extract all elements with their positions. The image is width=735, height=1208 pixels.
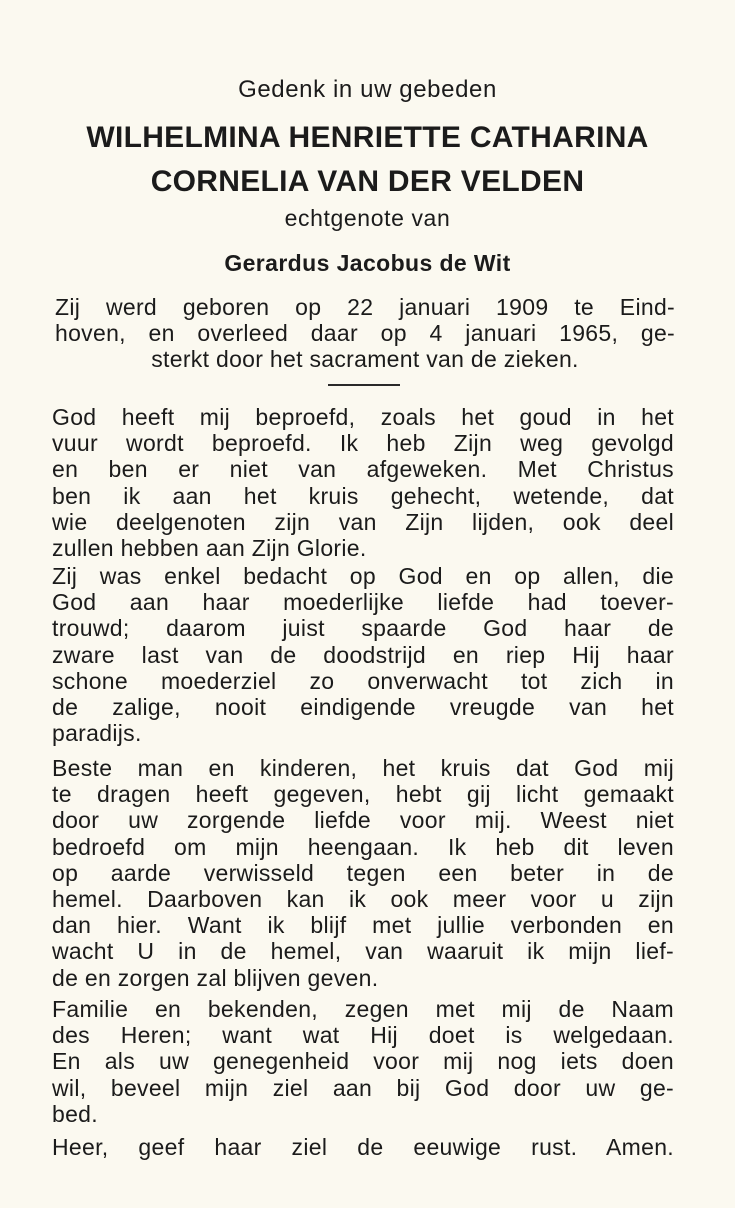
deceased-name-line-2: CORNELIA VAN DER VELDEN — [150, 165, 585, 198]
text-line: des Heren; want wat Hij doet is welgedaan. — [52, 1022, 674, 1049]
text-line: Beste man en kinderen, het kruis dat God mij — [52, 755, 674, 781]
text-line: op aarde verwisseld tegen een beter in de — [52, 859, 674, 886]
text-line: ben ik aan het kruis gehecht, wetende, dat — [52, 482, 674, 509]
text-line: hemel. Daarboven kan ik ook meer voor u zijn — [52, 886, 674, 913]
text-line: zware last van de doodstrijd en riep Hij haar — [52, 641, 674, 668]
text-line: God heeft mij beproefd, zoals het goud in het — [52, 404, 674, 430]
paragraph-1 — [52, 404, 674, 561]
intro-text: Gedenk in uw gebeden — [238, 76, 497, 103]
text-line: te dragen heeft gegeven, hebt gij licht gemaakt — [52, 781, 674, 808]
text-line: de zalige, nooit eindigende vreugde van het — [52, 694, 674, 721]
text-line: dan hier. Want ik blijf met jullie verbonden en — [52, 912, 674, 939]
text-line: bedroefd om mijn heengaan. Ik heb dit leven — [52, 833, 674, 860]
text-line: En als uw genegenheid voor mij nog iets doen — [52, 1048, 674, 1075]
text-line: paradijs. — [52, 720, 142, 747]
text-line: bed. — [52, 1100, 98, 1127]
bio-line: hoven, en overleed daar op 4 januari 1965, ge- — [55, 320, 675, 346]
paragraph-2 — [52, 563, 674, 746]
text-line: wacht U in de hemel, van waaruit ik mijn lief- — [52, 938, 674, 965]
paragraph-3 — [52, 755, 674, 991]
text-line: wie deelgenoten zijn van Zijn lijden, ook deel — [52, 508, 674, 535]
spouse-name: Gerardus Jacobus de Wit — [224, 250, 511, 276]
text-line: schone moederziel zo onverwacht tot zich in — [52, 667, 674, 694]
biography-block — [55, 294, 675, 372]
closing-prayer — [52, 1134, 674, 1160]
text-line: Familie en bekenden, zegen met mij de Naam — [52, 996, 674, 1022]
text-line: wil, beveel mijn ziel aan bij God door uw ge- — [52, 1074, 674, 1101]
spouse-label: echtgenote van — [284, 205, 451, 231]
text-line: Heer, geef haar ziel de eeuwige rust. Amen. — [52, 1134, 674, 1160]
paragraph-4 — [52, 996, 674, 1127]
divider-line — [328, 384, 400, 386]
text-line: trouwd; daarom juist spaarde God haar de — [52, 615, 674, 642]
text-line: zullen hebben aan Zijn Glorie. — [52, 535, 367, 562]
text-line: en ben er niet van afgeweken. Met Christus — [52, 456, 674, 483]
text-line: de en zorgen zal blijven geven. — [52, 964, 379, 991]
deceased-name-line-1: WILHELMINA HENRIETTE CATHARINA — [86, 121, 649, 154]
text-line: door uw zorgende liefde voor mij. Weest niet — [52, 807, 674, 834]
text-line: Zij was enkel bedacht op God en op allen, die — [52, 563, 674, 589]
text-line: God aan haar moederlijke liefde had toever- — [52, 589, 674, 616]
text-line: vuur wordt beproefd. Ik heb Zijn weg gevolgd — [52, 430, 674, 457]
bio-line: sterkt door het sacrament van de zieken. — [151, 346, 579, 372]
bio-line: Zij werd geboren op 22 januari 1909 te Eind- — [55, 294, 675, 320]
